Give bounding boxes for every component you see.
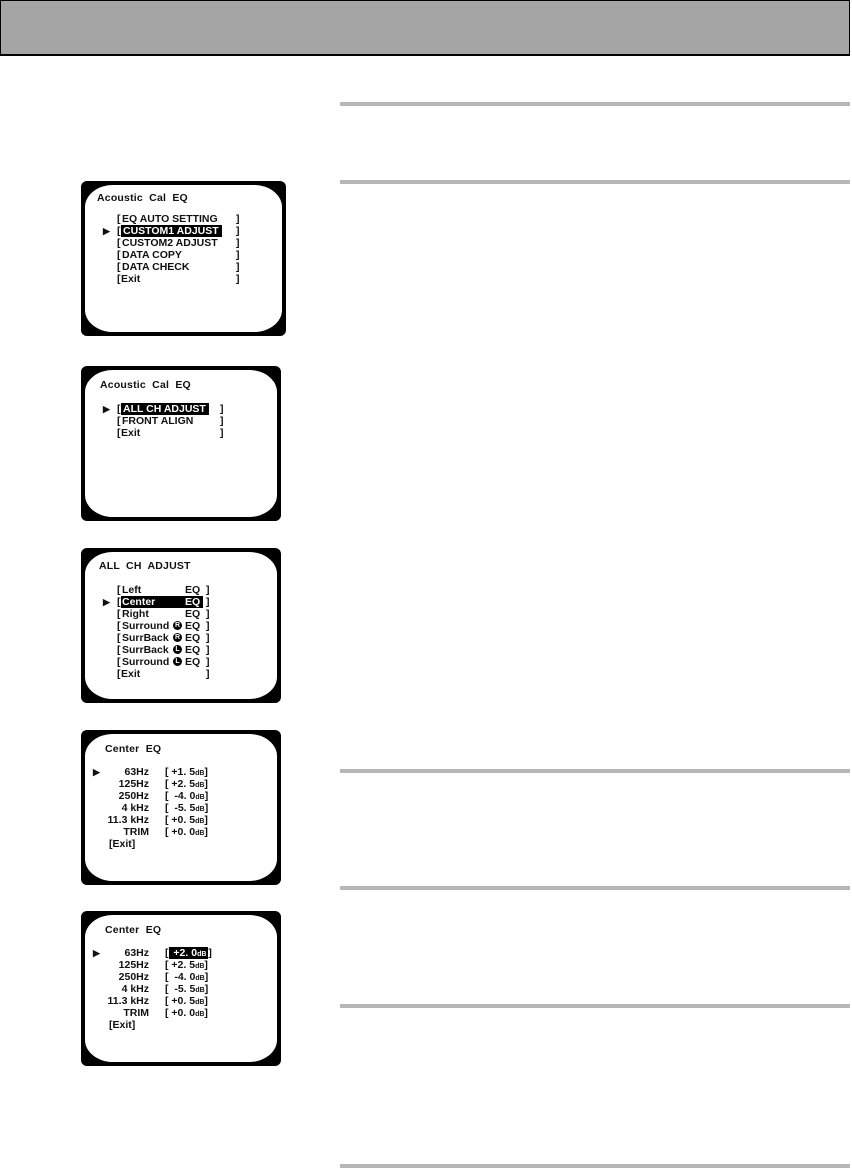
menu-list: [103, 213, 240, 285]
eq-row-63hz[interactable]: ▶ 63Hz [ +1. 5dB]: [93, 766, 208, 778]
menu-item-exit[interactable]: [Exit]: [109, 1019, 136, 1031]
screen-title: Acoustic Cal EQ: [97, 192, 188, 204]
channel-badge-icon: R: [174, 634, 181, 641]
osd-screen-all-ch-adjust: [81, 548, 281, 703]
cursor-arrow-icon: ▶: [93, 767, 100, 777]
menu-item-exit[interactable]: [ Exit ]: [117, 273, 240, 285]
cursor-arrow-icon: ▶: [103, 226, 110, 236]
eq-row-11-3khz[interactable]: 11.3 kHz [ +0. 5dB]: [107, 814, 208, 826]
header-bar: [0, 0, 850, 56]
eq-row-4khz[interactable]: 4 kHz [ -5. 5dB]: [121, 983, 209, 995]
menu-item-front-align[interactable]: [ FRONT ALIGN ]: [117, 415, 224, 427]
menu-item-surrback-l-eq[interactable]: [ SurrBack L EQ ]: [117, 644, 210, 656]
channel-badge-icon: R: [174, 622, 181, 629]
cursor-arrow-icon: ▶: [103, 404, 110, 414]
eq-row-63hz[interactable]: ▶ 63Hz [ +2. 0dB ]: [93, 947, 212, 959]
menu-item-data-check[interactable]: [ DATA CHECK ]: [117, 261, 240, 273]
menu-item-custom2-adjust[interactable]: [ CUSTOM2 ADJUST ]: [117, 237, 240, 249]
menu-item-all-ch-adjust[interactable]: ▶ [ ALL CH ADJUST ]: [103, 403, 224, 415]
eq-row-11-3khz[interactable]: 11.3 kHz [ +0. 5dB]: [107, 995, 208, 1007]
section-rule: [340, 769, 850, 773]
osd-screen-eq-menu: [81, 181, 286, 336]
eq-row-125hz[interactable]: 125Hz [ +2. 5dB]: [118, 959, 208, 971]
eq-row-trim[interactable]: TRIM [ +0. 0dB]: [123, 826, 208, 838]
menu-item-exit[interactable]: [ Exit ]: [117, 668, 210, 680]
eq-row-250hz[interactable]: 250Hz [ -4. 0dB]: [118, 971, 209, 983]
osd-screen-custom-adjust: [81, 366, 281, 521]
osd-screen-center-eq: [81, 730, 281, 885]
section-rule: [340, 1164, 850, 1168]
channel-badge-icon: L: [173, 645, 182, 654]
menu-item-surround-l-eq[interactable]: [ Surround L EQ ]: [117, 656, 210, 668]
osd-screen-center-eq-editing: [81, 911, 281, 1066]
section-rule: [340, 180, 850, 184]
channel-badge-icon: L: [173, 657, 182, 666]
section-rule: [340, 102, 850, 106]
section-rule: [340, 886, 850, 890]
menu-item-custom1-adjust[interactable]: ▶ [ CUSTOM1 ADJUST ]: [103, 225, 240, 237]
cursor-arrow-icon: ▶: [103, 597, 110, 607]
menu-item-exit[interactable]: [ Exit ]: [117, 427, 224, 439]
eq-band-list: [93, 766, 233, 850]
menu-item-surround-r-eq[interactable]: [ Surround R EQ ]: [117, 620, 210, 632]
menu-item-exit[interactable]: [Exit]: [109, 838, 136, 850]
menu-item-right-eq[interactable]: [ Right EQ ]: [117, 608, 210, 620]
screen-title: Center EQ: [105, 924, 162, 936]
screen-title: ALL CH ADJUST: [99, 560, 191, 572]
menu-item-left-eq[interactable]: [ Left EQ ]: [117, 584, 210, 596]
eq-row-250hz[interactable]: 250Hz [ -4. 0dB]: [118, 790, 209, 802]
section-rule: [340, 1004, 850, 1008]
screen-title: Acoustic Cal EQ: [100, 379, 191, 391]
menu-item-center-eq[interactable]: ▶ [ Center EQ ]: [103, 596, 210, 608]
menu-item-data-copy[interactable]: [ DATA COPY ]: [117, 249, 240, 261]
menu-list: [103, 584, 211, 680]
eq-band-list: [93, 947, 233, 1031]
eq-row-125hz[interactable]: 125Hz [ +2. 5dB]: [118, 778, 208, 790]
menu-item-eq-auto-setting[interactable]: [ EQ AUTO SETTING ]: [117, 213, 240, 225]
selected-value[interactable]: +2. 0dB: [169, 947, 209, 959]
menu-list: [103, 403, 224, 439]
eq-row-trim[interactable]: TRIM [ +0. 0dB]: [123, 1007, 208, 1019]
cursor-arrow-icon: ▶: [93, 948, 100, 958]
eq-row-4khz[interactable]: 4 kHz [ -5. 5dB]: [121, 802, 209, 814]
menu-item-surrback-r-eq[interactable]: [ SurrBack R EQ ]: [117, 632, 210, 644]
screen-title: Center EQ: [105, 743, 162, 755]
